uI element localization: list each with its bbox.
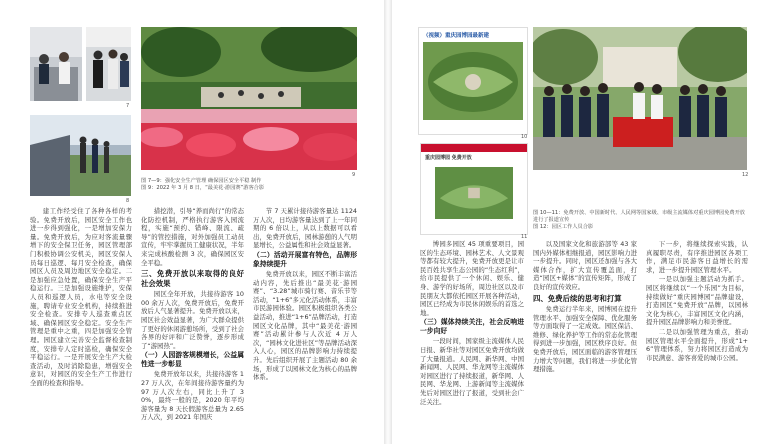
paragraph: 博园多园区 45 项重要项目，园区的生态环境、园林艺术、人文景观等都有较大提升，免费开放更是让市民百姓共享生态公园的“生态红利”，给市民提供了一个休闲、娱乐、健身、游学的好场所，周边社区以及市民朋友大都依托园区开展各种活动，园区已经成为市民休闲娱乐的首选之地。 bbox=[420, 240, 524, 317]
paragraph: 以及国家文化和旅游部等 43 家国内外媒体相继报道，园区影响力进一步提升。同时，园区还加强与各大媒体合作，扩大宣传覆盖面，打造“园区+媒体”的宣传矩阵，形成了良好的宣传效应。 bbox=[533, 240, 637, 291]
text-column-3 bbox=[646, 240, 748, 436]
paragraph: 一是以加强主题活动为抓手。园区将继续以“一个乐园”为目标，持续做好“重庆园博园”品牌建设，打造园区“免费开放”品牌，以园林文化为核心，丰富园区文化内涵，提升园区品牌影响力和美誉度。 bbox=[646, 275, 748, 327]
section-heading: 三、免费开放以来取得的良好社会效果 bbox=[141, 269, 244, 288]
subsection-heading: （二）活动开展富有特色，品牌形象持续提升 bbox=[253, 250, 357, 268]
photo-label: 7 bbox=[126, 103, 130, 109]
caption-line: 图 10—11：免费开放、中国新时代、人民网等国家级、市级主流媒体对重庆园博园免费开放进行了报道宣传 bbox=[533, 210, 745, 223]
paragraph: 免费开放年以来，共接待游客 127 万人次，在年间接待游客量约为 97 万人次左右，同比上升了 30%，最终一般的是，2020 年平均游客量为 8 天长假游客总量为 2.65 万人次，到 2021 年国庆 bbox=[141, 370, 244, 422]
paragraph: 免费开放以来，园区不断丰富活动内容，先后推出“最美花·游园赛”、“3.28”城市骑行赛、音乐节等活动，“1+6”多元化活动体系，丰富市民游园体验。园区积极组织各类公益活动，推进“1+6”品牌活动，打造园区文化品牌，其中“最美花·游园赛”活动累计参与人次近 4 万人次，“园林文化进社区”等品牌活动深入人心，园区的品牌影响力持续提升。先后组织开展了主题活动 80 余场，形成了以园林文化为核心的品牌体系。 bbox=[253, 269, 357, 382]
paragraph: 节 7 天累计接待游客量达 1124 万人次，日均游客量达到了上一年同期的 6 倍以上，从以上数据可以看出，免费开放后，园林游憩的人气明显增长，公益属性和社会效益显著。 bbox=[253, 207, 357, 250]
subsection-heading: （三）媒体持续关注，社会反响进一步向好 bbox=[420, 318, 524, 336]
page-gutter bbox=[384, 0, 392, 444]
news-screenshot-video bbox=[418, 27, 528, 135]
text-column-1 bbox=[420, 240, 524, 436]
caption-line: 图 12：园区工作人员合影 bbox=[533, 224, 594, 230]
screenshot-header: （视频）重庆园博园最新建 bbox=[423, 33, 490, 39]
photo-label: 9 bbox=[352, 172, 356, 178]
paragraph: 一段时间，国家级主流媒体人民日报、新华社等对园区免费开放均做了大量报道。人民网、新华网、中国新闻网、人民网、华龙网等主流媒体对园区进行了持续报道，新华网、人民网、华龙网、上游新闻等主流媒体先后对园区进行了报道，受到社会广泛关注。 bbox=[420, 337, 524, 406]
photo-label: 12 bbox=[742, 172, 749, 178]
paragraph: 下一步，将继续探索实践，认真履职尽责，有序推进园区各项工作，满足市民游客日益增长的需求，进一步提升园区管理水平。 bbox=[646, 240, 748, 274]
figure-caption bbox=[141, 178, 357, 192]
paragraph: 二是以加强管理为重点，推动园区管理水平全面提升，形成“1+6”管理体系，努力将园区打造成为市民满意、游客喜爱的城市公园。 bbox=[646, 327, 748, 362]
photo-label: 8 bbox=[126, 198, 130, 204]
paragraph: 措挖潜，引导“养而尚行”的常态化防控机制，严格执行游客入园流程，实施“预约、错峰、限流、疏导”的管控措施，对外加强员工动员宣传，牢牢掌握员工健康状况，半年来完成核酸检测 3 次，确保园区安全平稳。 bbox=[141, 207, 244, 267]
paragraph: 免费运行半年来，园博园在提升管理水平、加强安全保障、优化服务等方面取得了一定成效。园区保洁、维修、绿化养护等工作的常态化管理得到进一步加强，园区秩序良好。但免费开放后，园区面临的游客管理压力增大等问题，我们将进一步优化管理措施。 bbox=[533, 305, 637, 374]
caption-line: 图 7—9：强化安全生产管理 确保园区安全平稳 制作 bbox=[141, 178, 262, 184]
text-column-2 bbox=[533, 240, 637, 436]
figure-caption bbox=[533, 210, 747, 231]
text-column-3 bbox=[253, 207, 357, 435]
photo-safety-inspection bbox=[30, 115, 131, 196]
photo-group-staff bbox=[533, 27, 747, 170]
photo-staff-meeting bbox=[30, 27, 82, 101]
photo-label: 10 bbox=[521, 134, 528, 140]
paragraph: 建工作经受住了各种各样的考验。免费开放后，园区安全工作也进一步得到强化，一是增加安保力量。免费开放后，为应对客流量骤增下的安全保卫任务，园区管理部门积极协调公安机关，园区安保人员每日巡逻、每月安全检查，确保园区人员及周边地区安全稳定。二是加强应急处置，确保安全生产平稳运行。三是加强设施维护，安保人员和巡逻人员，水电等安全设施，聘请专业安全机构，持续推进安全检查。安排专人巡查重点区域、确保园区安全稳定。安全生产管理是重中之重，四是加强安全管理。园区建立完善安全监督检查制度，安排专人定时巡检，确保安全平稳运行。一是开展安全生产大检查活动，及时消除隐患，增强安全意识，对园区的安全生产工作进行全面的检查和指导。 bbox=[30, 207, 132, 387]
photo-label: 11 bbox=[521, 234, 528, 240]
article-top-bar bbox=[421, 144, 527, 152]
news-screenshot-article bbox=[420, 143, 528, 235]
section-heading: 四、免费后续的思考和打算 bbox=[533, 293, 622, 303]
paragraph: 园区全年开放，共接待游客 1000 余万人次，免费开放后，免费开放后人气显著提升。免费开放以来，园区社会效益显著，为广大群众提供了更好的休闲游憩场所，受到了社会各界的好评和广泛赞誉，逐步形成了“游园热”。 bbox=[141, 290, 244, 350]
photo-office-visit bbox=[86, 27, 131, 101]
subsection-heading: （一）人园游客规模增长，公益属性进一步彰显 bbox=[141, 351, 244, 369]
text-column-2 bbox=[141, 207, 244, 435]
screenshot-title: 重庆园博园 免费开放 bbox=[425, 155, 472, 161]
text-column-1 bbox=[30, 207, 132, 435]
caption-line: 图 9：2022 年 3 月 8 日，“最美花·游园赛”游客合影 bbox=[141, 185, 265, 191]
photo-flower-garden bbox=[141, 27, 357, 170]
